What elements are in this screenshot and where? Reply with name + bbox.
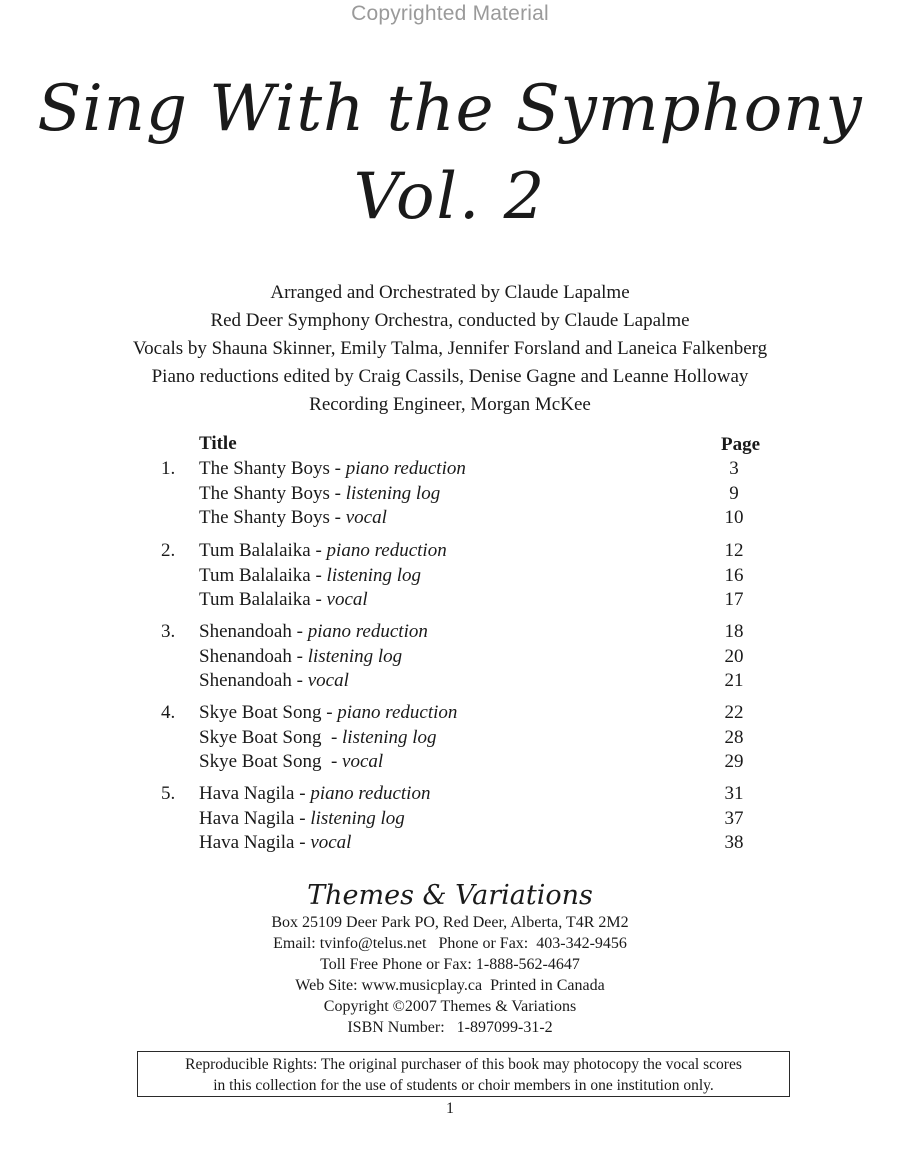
toc-entry — [0, 565, 900, 590]
toc-entry-type: piano reduction — [310, 783, 431, 804]
toc-title-header: Title — [199, 433, 237, 454]
toc-entry-name — [199, 565, 421, 587]
toc-song-title: Tum Balalaika — [199, 564, 311, 586]
credit-recording-engineer: Recording Engineer, Morgan McKee — [309, 394, 591, 415]
toc-page-number: 9 — [729, 482, 739, 504]
toc-separator: - — [321, 702, 338, 723]
toc-song-title: The Shanty Boys — [199, 482, 330, 504]
toc-separator: - — [291, 670, 308, 691]
toc-entry-name — [199, 589, 368, 611]
publisher-contact: Email: tvinfo@telus.net Phone or Fax: 403-342-9456 — [273, 935, 627, 952]
toc-page-number: 38 — [724, 832, 744, 853]
toc-entry-name — [199, 670, 349, 692]
toc-separator: - — [310, 589, 327, 610]
toc-entry-type: vocal — [310, 832, 352, 853]
toc-entry-name — [199, 832, 351, 854]
toc-entry-type: listening log — [342, 726, 437, 748]
toc-entry — [0, 540, 900, 565]
toc-entry — [0, 727, 900, 752]
toc-entry-name — [199, 727, 437, 749]
toc-song-title: Skye Boat Song — [199, 726, 322, 748]
toc-separator: - — [310, 564, 327, 586]
toc-entry — [0, 702, 900, 727]
toc-section-number: 3. — [161, 621, 176, 642]
toc-separator: - — [321, 726, 343, 748]
toc-page-number: 3 — [729, 458, 739, 479]
toc-entry-type: piano reduction — [326, 540, 447, 561]
toc-separator: - — [294, 832, 311, 853]
toc-entry-name — [199, 702, 457, 724]
credit-piano-reductions: Piano reductions edited by Craig Cassils, Denise Gagne and Leanne Holloway — [151, 366, 749, 387]
toc-entry-name — [199, 808, 405, 830]
copyright-watermark: Copyrighted Material — [351, 2, 549, 25]
toc-entry — [0, 621, 900, 646]
toc-entry-type: listening log — [307, 645, 403, 667]
toc-entry — [0, 832, 900, 857]
toc-entry — [0, 670, 900, 695]
toc-entry-name — [199, 483, 440, 505]
toc-page-number: 31 — [724, 783, 744, 804]
toc-song-title: Shenandoah — [199, 670, 292, 691]
toc-separator: - — [294, 807, 311, 829]
toc-section-number: 5. — [161, 783, 176, 804]
toc-entry-type: piano reduction — [307, 621, 428, 642]
toc-separator: - — [310, 540, 327, 561]
toc-page-number: 22 — [724, 702, 744, 723]
toc-separator: - — [329, 507, 346, 528]
toc-entry — [0, 458, 900, 483]
book-title: Sing With the Symphony — [37, 72, 863, 146]
toc-entry — [0, 808, 900, 833]
toc-separator: - — [329, 482, 346, 504]
publisher-address-block — [0, 912, 900, 1038]
toc-entry — [0, 751, 900, 776]
toc-page-number: 28 — [724, 726, 744, 748]
toc-entry-type: piano reduction — [337, 702, 458, 723]
rights-line-2: in this collection for the use of students or choir members in one institution only. — [213, 1077, 714, 1094]
toc-song-title: Tum Balalaika — [199, 540, 311, 561]
reproducible-rights-box — [137, 1051, 790, 1097]
toc-page-number: 20 — [724, 645, 744, 667]
toc-separator: - — [294, 783, 311, 804]
toc-entry-type: vocal — [307, 670, 349, 691]
toc-entry-type: listening log — [326, 564, 422, 586]
credit-orchestra: Red Deer Symphony Orchestra, conducted by Claude Lapalme — [210, 310, 690, 331]
toc-entry-type: piano reduction — [345, 458, 466, 479]
toc-entry-name — [199, 458, 466, 480]
toc-entry-name — [199, 751, 383, 773]
publisher-address: Box 25109 Deer Park PO, Red Deer, Alberta, T4R 2M2 — [271, 914, 629, 931]
toc-song-title: The Shanty Boys — [199, 458, 330, 479]
toc-song-title: Hava Nagila — [199, 807, 295, 829]
publisher-toll-free: Toll Free Phone or Fax: 1-888-562-4647 — [320, 956, 580, 973]
toc-entry-name — [199, 621, 428, 643]
toc-entry-name — [199, 540, 447, 562]
toc-separator: - — [329, 458, 346, 479]
toc-section-number: 2. — [161, 540, 176, 561]
toc-section-number: 4. — [161, 702, 176, 723]
toc-entry-type: listening log — [310, 807, 405, 829]
toc-page-number: 21 — [724, 670, 744, 691]
toc-entry — [0, 646, 900, 671]
toc-page-number: 17 — [724, 589, 744, 610]
toc-entry-type: vocal — [342, 751, 384, 772]
toc-song-title: The Shanty Boys — [199, 507, 330, 528]
toc-page-number: 29 — [724, 751, 744, 772]
publisher-isbn: ISBN Number: 1-897099-31-2 — [347, 1019, 553, 1036]
credit-vocals: Vocals by Shauna Skinner, Emily Talma, Jennifer Forsland and Laneica Falkenberg — [132, 338, 768, 359]
toc-separator: - — [291, 621, 308, 642]
toc-page-number: 12 — [724, 540, 744, 561]
toc-entry-name — [199, 507, 387, 529]
toc-page-number: 37 — [724, 807, 744, 829]
toc-song-title: Skye Boat Song — [199, 751, 322, 772]
page-number: 1 — [446, 1100, 454, 1117]
credit-arranger: Arranged and Orchestrated by Claude Lapalme — [270, 282, 630, 303]
publisher-copyright: Copyright ©2007 Themes & Variations — [323, 998, 577, 1015]
rights-line-1: Reproducible Rights: The original purchaser of this book may photocopy the vocal scores — [185, 1056, 742, 1073]
toc-entry — [0, 783, 900, 808]
publisher-name: Themes & Variations — [307, 880, 593, 911]
toc-section-number: 1. — [161, 458, 176, 479]
toc-entry — [0, 483, 900, 508]
toc-song-title: Tum Balalaika — [199, 589, 311, 610]
toc-separator: - — [321, 751, 343, 772]
toc-entry — [0, 589, 900, 614]
toc-song-title: Shenandoah — [199, 621, 292, 642]
book-volume: Vol. 2 — [353, 160, 547, 234]
toc-entry-type: vocal — [345, 507, 387, 528]
toc-entry-name — [199, 646, 402, 668]
toc-entry-name — [199, 783, 430, 805]
toc-entry-type: vocal — [326, 589, 368, 610]
toc-song-title: Hava Nagila — [199, 832, 295, 853]
toc-entry — [0, 507, 900, 532]
toc-song-title: Shenandoah — [199, 645, 292, 667]
toc-page-header: Page — [721, 434, 761, 455]
toc-song-title: Hava Nagila — [199, 783, 295, 804]
toc-song-title: Skye Boat Song — [199, 702, 322, 723]
toc-separator: - — [291, 645, 308, 667]
publisher-website: Web Site: www.musicplay.ca Printed in Canada — [295, 977, 605, 994]
toc-entry-type: listening log — [345, 482, 441, 504]
toc-page-number: 10 — [724, 507, 744, 528]
toc-page-number: 16 — [724, 564, 744, 586]
toc-page-number: 18 — [724, 621, 744, 642]
